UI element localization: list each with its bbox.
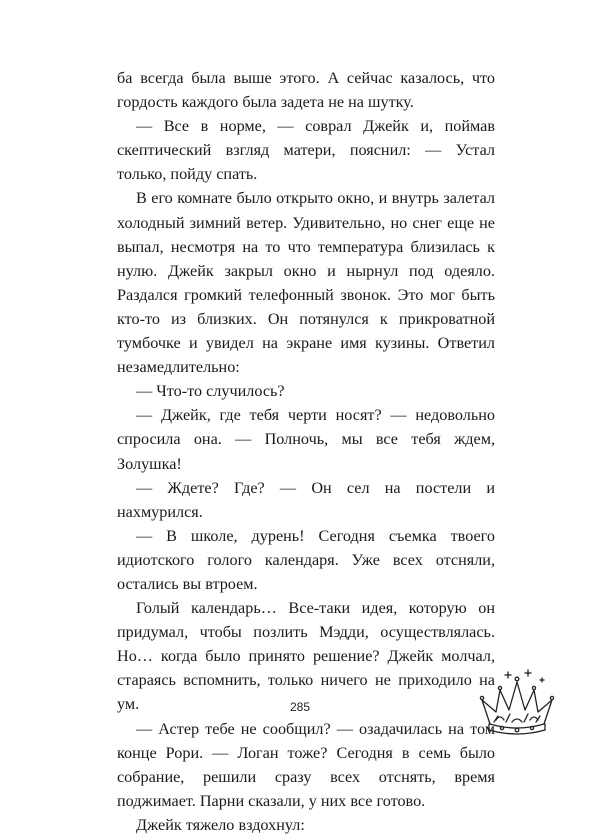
paragraph: — Астер тебе не сообщил? — озадачилась на том конце Рори. — Логан тоже? Сегодня в семь было собрание, решили сразу всех отснять, время поджимает. Парни сказали, у них все готово. — [117, 719, 495, 810]
paragraph: — Ждете? Где? — Он сел на постели и нахмурился. — [117, 478, 495, 521]
body-text — [117, 66, 495, 837]
paragraph: — Что-то случилось? — [136, 382, 285, 401]
paragraph: Джейк тяжело вздохнул: — [136, 815, 305, 834]
paragraph: Голый календарь… Все-таки идея, которую он придумал, чтобы позлить Мэдди, осуществлялась. Но… когда было принято решение? Джейк молчал, стараясь вспомнить, только ничего не приходило на ум. — [117, 599, 495, 714]
page-number: 285 — [289, 700, 311, 714]
crown-icon — [472, 664, 562, 740]
paragraph: — Все в норме, — соврал Джейк и, поймав скептический взгляд матери, пояснил: — Устал только, пойду спать. — [117, 117, 495, 184]
paragraph: — В школе, дурень! Сегодня съемка твоего идиотского голого календаря. Уже всех отсняли, остались вы втроем. — [117, 526, 495, 593]
paragraph: — Джейк, где тебя черти носят? — недовольно спросила она. — Полночь, мы все тебя ждем, Золушка! — [117, 406, 495, 473]
paragraph: В его комнате было открыто окно, и внутрь залетал холодный зимний ветер. Удивительно, но снег еще не выпал, несмотря на то что температура близилась к нулю. Джейк закрыл окно и нырнул под одеяло. Раздался громкий телефонный звонок. Это мог быть кто-то из близких. Он потянулся к прикроватной тумбочке и увидел на экране имя кузины. Ответил незамедлительно: — [117, 189, 495, 377]
paragraph: ба всегда была выше этого. А сейчас казалось, что гордость каждого была задета не на шутку. — [117, 69, 495, 112]
